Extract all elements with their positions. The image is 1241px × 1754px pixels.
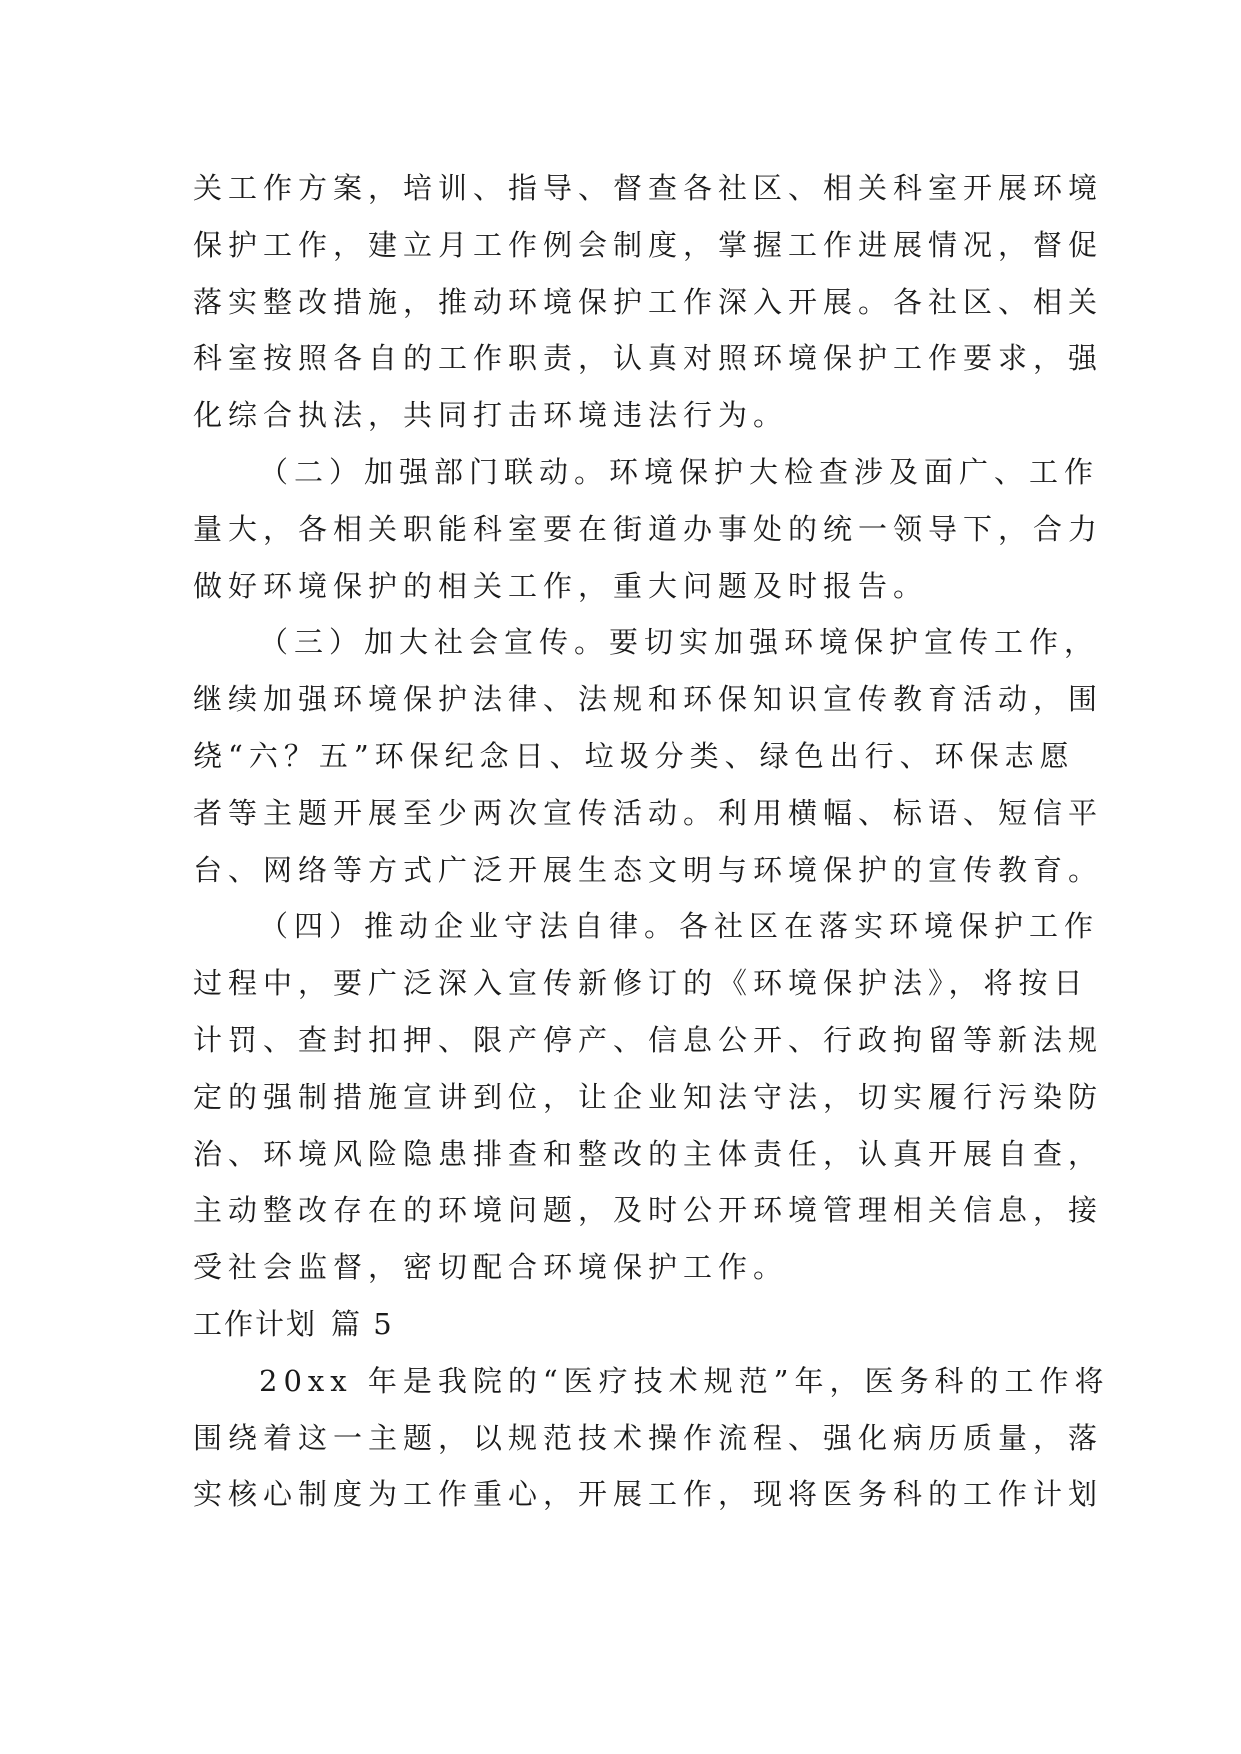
text-line: 过程中，要广泛深入宣传新修订的《环境保护法》，将按日 [193,966,1089,1001]
text-line: 20xx 年是我院的“医疗技术规范”年，医务科的工作将 [259,1363,1110,1398]
text-line: 围绕着这一主题，以规范技术操作流程、强化病历质量，落 [193,1420,1104,1455]
text-line: 定的强制措施宣讲到位，让企业知法守法，切实履行污染防 [193,1079,1104,1114]
section-heading [193,1296,1053,1353]
document-body [193,160,1110,1523]
section-title: 工作计划 [193,1306,318,1341]
text-line: 保护工作，建立月工作例会制度，掌握工作进展情况，督促 [193,227,1104,262]
paragraph-heading-line: （三）加大社会宣传。要切实加强环境保护宣传工作， [259,625,1100,660]
paragraph-heading-line: （四）推动企业守法自律。各社区在落实环境保护工作 [259,909,1100,944]
text-line: 量大，各相关职能科室要在街道办事处的统一领导下，合力 [193,511,1104,546]
text-line: 实核心制度为工作重心，开展工作，现将医务科的工作计划 [193,1477,1104,1512]
section-label: 篇 5 [331,1306,394,1341]
text-line: 关工作方案，培训、指导、督查各社区、相关科室开展环境 [193,171,1104,205]
text-line: 绕“六？五”环保纪念日、垃圾分类、绿色出行、环保志愿 [193,738,1075,773]
text-line: 做好环境保护的相关工作，重大问题及时报告。 [193,568,929,603]
text-line: 化综合执法，共同打击环境违法行为。 [193,398,789,433]
text-line: 落实整改措施，推动环境保护工作深入开展。各社区、相关 [193,284,1104,319]
text-line: 受社会监督，密切配合环境保护工作。 [193,1250,789,1285]
text-line: 者等主题开展至少两次宣传活动。利用横幅、标语、短信平 [193,795,1104,830]
text-line: 科室按照各自的工作职责，认真对照环境保护工作要求，强 [193,341,1104,376]
text-line: 继续加强环境保护法律、法规和环保知识宣传教育活动，围 [193,682,1104,717]
text-line: 主动整改存在的环境问题，及时公开环境管理相关信息，接 [193,1193,1104,1228]
text-line: 治、环境风险隐患排查和整改的主体责任，认真开展自查， [193,1136,1104,1171]
paragraph-heading-line: （二）加强部门联动。环境保护大检查涉及面广、工作 [259,454,1100,489]
text-line: 台、网络等方式广泛开展生态文明与环境保护的宣传教育。 [193,852,1104,887]
text-line: 计罚、查封扣押、限产停产、信息公开、行政拘留等新法规 [193,1022,1104,1057]
